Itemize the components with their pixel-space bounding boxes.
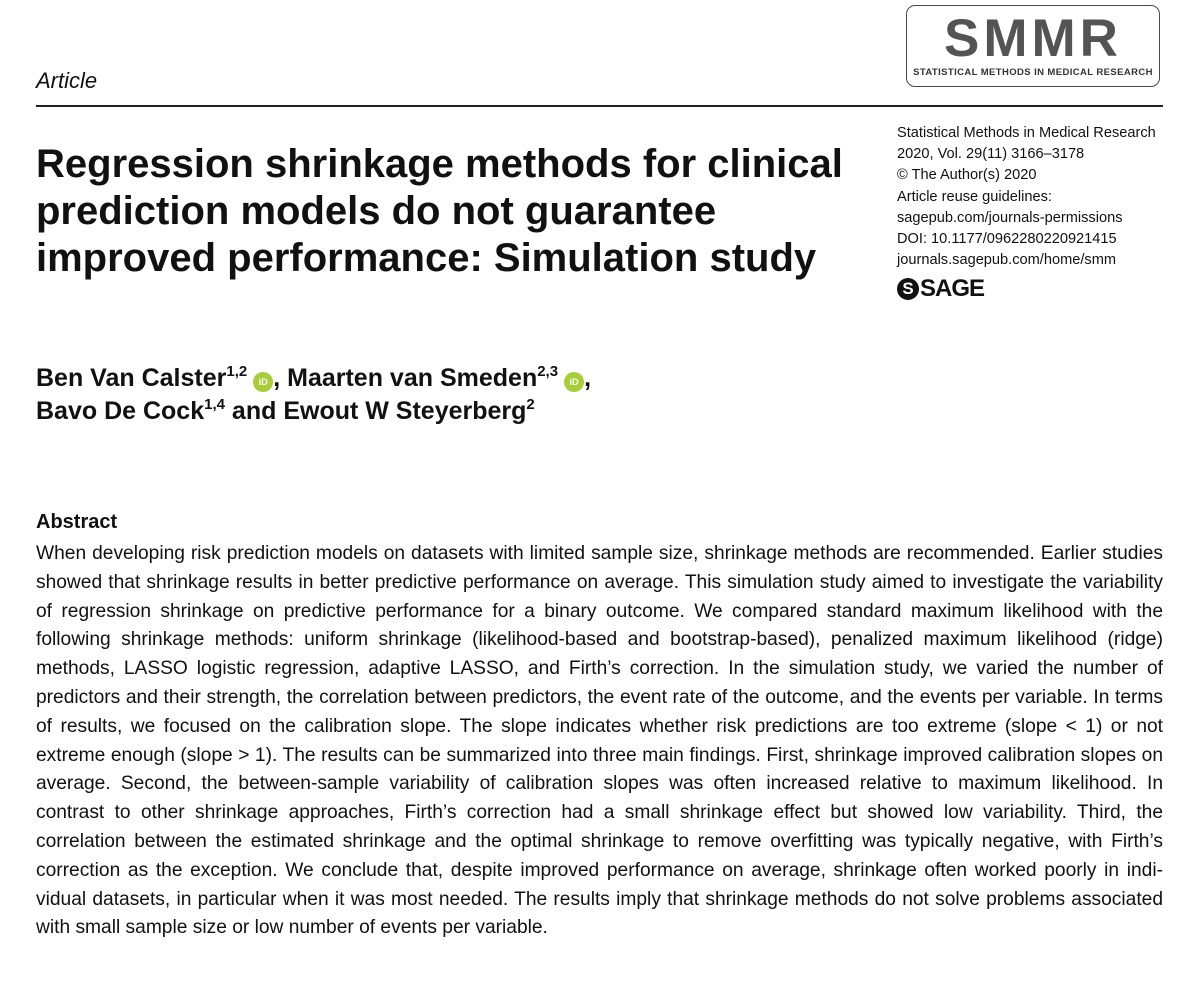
sage-logo xyxy=(897,275,984,303)
reuse-guidelines: Article reuse guidelines: xyxy=(897,188,1052,205)
author-separator: , xyxy=(273,364,288,392)
journal-volume: 2020, Vol. 29(11) 3166–3178 xyxy=(897,146,1085,163)
author-name: Bavo De Cock xyxy=(36,397,205,425)
journal-logo-subtitle: STATISTICAL METHODS IN MEDICAL RESEARCH xyxy=(913,67,1153,78)
doi[interactable]: DOI: 10.1177/0962280220921415 xyxy=(897,231,1117,248)
author-affiliation: 1,2 xyxy=(226,363,248,380)
author-affiliation: 1,4 xyxy=(204,396,225,413)
author-separator: and xyxy=(224,397,284,425)
author-affiliation: 2 xyxy=(526,396,535,413)
copyright: © The Author(s) 2020 xyxy=(897,167,1037,184)
paper-title: Regression shrinkage methods for clinical prediction models do not guarantee improved performance: Simulation study xyxy=(36,142,843,280)
abstract-heading: Abstract xyxy=(36,511,118,533)
article-type-label: Article xyxy=(36,68,98,93)
author-list xyxy=(36,362,936,428)
journal-info xyxy=(897,123,1187,271)
abstract-text: When developing risk prediction models on datasets with limited sample size, shrinkage methods are recommended. Earlier studies showed that shrinkage results in better predictive performance on average. This simulation study aimed to investigate the variability of regression shrinkage on predictive performance for a binary outcome. We compared standard maximum likelihood with the following shrinkage methods: uniform shrinkage (likelihood-based and bootstrap-based), penalized maximum likelihood (ridge) methods, LASSO logistic regression, adaptive LASSO, and Firth’s correction. In the simulation study, we varied the number of predictors and their strength, the correlation between predictors, the event rate of the outcome, and the events per variable. In terms of results, we focused on the calibration slope. The slope indicates whether risk predictions are too extreme (slope < 1) or not extreme enough (slope > 1). The results can be summarized into three main findings. First, shrinkage improved calibration slopes on average. Second, the between-sample variability of calibration slopes was often increased relative to maximum likelihood. In contrast to other shrinkage approaches, Firth’s correction had a small shrinkage effect but showed low variability. Third, the correlation between the estimated shrinkage and the optimal shrinkage to remove overfitting was typically negative, with Firth’s correction as the exception. We conclude that, despite improved performance on average, shrinkage often worked poorly in individual datasets, in particular when it was most needed. The results imply that shrinkage methods do not solve problems associated with small sample size or low number of events per variable. xyxy=(36,543,1163,939)
journal-homepage-link[interactable]: journals.sagepub.com/home/smm xyxy=(897,252,1117,269)
orcid-icon[interactable]: iD xyxy=(253,372,273,392)
journal-name: Statistical Methods in Medical Research xyxy=(897,125,1156,141)
header-rule xyxy=(36,105,1163,107)
author-separator: , xyxy=(584,364,592,392)
author-name: Ewout W Steyerberg xyxy=(283,397,527,425)
permissions-link[interactable]: sagepub.com/journals-permissions xyxy=(897,209,1123,226)
sage-s-icon: S xyxy=(897,278,919,300)
sage-logo-text: SAGE xyxy=(920,275,985,302)
orcid-icon[interactable]: iD xyxy=(564,372,584,392)
journal-logo-text: SMMR xyxy=(944,9,1122,68)
author-affiliation: 2,3 xyxy=(537,363,559,380)
author-name: Ben Van Calster xyxy=(36,364,227,392)
journal-logo xyxy=(906,5,1160,87)
author-name: Maarten van Smeden xyxy=(287,364,538,392)
